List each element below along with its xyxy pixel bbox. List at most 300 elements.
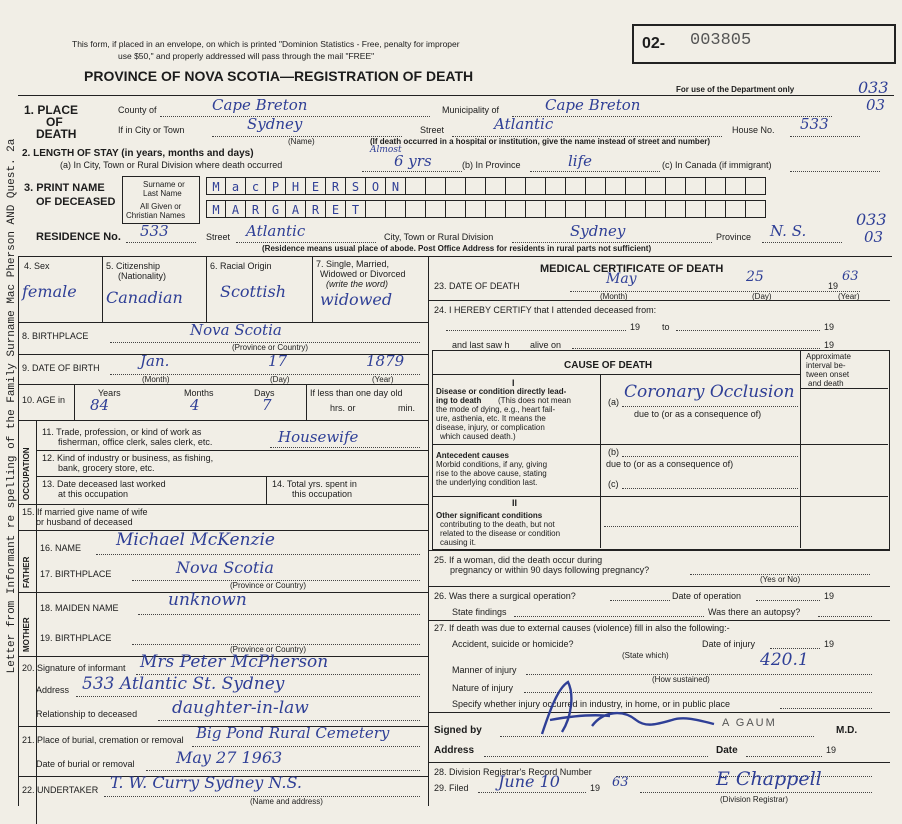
given-name-letter-box bbox=[486, 200, 506, 218]
autopsy-question: Was there an autopsy? bbox=[708, 607, 801, 617]
deceased-name-label-2: OF DECEASED bbox=[36, 196, 116, 208]
divider bbox=[18, 384, 428, 385]
filed-label: 29. Filed bbox=[434, 783, 469, 793]
filed-date-line bbox=[478, 792, 586, 793]
death-year: 63 bbox=[842, 269, 859, 284]
surname-letter-box: c bbox=[246, 177, 266, 195]
surname-letter-box: O bbox=[366, 177, 386, 195]
last-seen-year: 19 bbox=[824, 340, 835, 350]
cause-of-death-title: CAUSE OF DEATH bbox=[564, 360, 653, 371]
record-number-label: 28. Division Registrar's Record Number bbox=[434, 767, 592, 777]
given-name-letter-box: R bbox=[306, 200, 326, 218]
surname-letter-box bbox=[666, 177, 686, 195]
divider bbox=[428, 762, 890, 763]
physician-signature bbox=[532, 680, 722, 740]
given-name-letter-box bbox=[726, 200, 746, 218]
registration-number: 003805 bbox=[690, 31, 752, 50]
informant-address-label: Address bbox=[36, 685, 70, 695]
registration-number-box bbox=[632, 24, 896, 64]
stay-canada-label: (c) In Canada (if immigrant) bbox=[662, 160, 772, 170]
given-name-letter-box bbox=[606, 200, 626, 218]
birth-month: Jan. bbox=[140, 352, 170, 370]
other-conditions-text-2: related to the disease or condition bbox=[440, 529, 561, 538]
surname-letter-box bbox=[446, 177, 466, 195]
other-conditions-text-3: causing it. bbox=[440, 538, 477, 547]
signed-by-label: Signed by bbox=[434, 725, 482, 736]
given-name-letter-box bbox=[706, 200, 726, 218]
municipality-value: Cape Breton bbox=[545, 96, 641, 114]
mail-notice-line2: use $50," and properly addressed will pass through the mail "FREE" bbox=[118, 51, 375, 61]
given-name-label: All Given or bbox=[140, 202, 182, 211]
divider bbox=[800, 388, 888, 389]
disease-text-3: ure, asthenia, etc. It means the bbox=[436, 414, 546, 423]
antecedent-label: Antecedent causes bbox=[436, 451, 509, 460]
burial-place-line bbox=[192, 746, 420, 747]
citizenship-value: Canadian bbox=[106, 288, 183, 307]
department-use-label: For use of the Department only bbox=[676, 85, 795, 94]
form-title: PROVINCE OF NOVA SCOTIA—REGISTRATION OF DEATH bbox=[84, 68, 474, 84]
physician-name-stamp: A GAUM bbox=[722, 717, 777, 729]
cause-b-due-to: due to (or as a consequence of) bbox=[606, 459, 734, 469]
place-label-of: OF bbox=[46, 115, 63, 129]
cause-c-line bbox=[622, 488, 798, 489]
medical-certificate-title: MEDICAL CERTIFICATE OF DEATH bbox=[540, 263, 724, 275]
hours-label: hrs. or bbox=[330, 403, 356, 413]
divider bbox=[74, 384, 75, 420]
given-name-letter-box: R bbox=[246, 200, 266, 218]
cause-a-due-to: due to (or as a consequence of) bbox=[634, 409, 762, 419]
department-code-2: 03 bbox=[866, 96, 886, 114]
racial-origin-label: 6. Racial Origin bbox=[210, 261, 272, 271]
disease-text: (This does not mean bbox=[498, 396, 571, 405]
cause-a-label: (a) bbox=[608, 397, 619, 407]
given-name-letter-box bbox=[646, 200, 666, 218]
sex-label: 4. Sex bbox=[24, 261, 50, 271]
pregnancy-question: 25. If a woman, did the death occur during bbox=[434, 555, 603, 565]
divider bbox=[428, 620, 890, 621]
divider bbox=[36, 450, 428, 451]
given-name-letter-box bbox=[526, 200, 546, 218]
attended-from-year: 19 bbox=[630, 322, 641, 332]
father-birthplace-value: Nova Scotia bbox=[176, 558, 274, 577]
age-years-value: 84 bbox=[90, 396, 110, 414]
age-days-label: Days bbox=[254, 388, 275, 398]
date-of-birth-label: 9. DATE OF BIRTH bbox=[22, 363, 100, 373]
residence-number-line bbox=[126, 242, 196, 243]
stay-province-line bbox=[530, 171, 660, 172]
divider bbox=[102, 256, 103, 322]
municipality-label: Municipality of bbox=[442, 105, 500, 115]
given-name-letter-box bbox=[426, 200, 446, 218]
undertaker-note: (Name and address) bbox=[250, 797, 323, 806]
father-name-line bbox=[96, 554, 420, 555]
stay-city-value: 6 yrs bbox=[394, 152, 432, 170]
relationship-line bbox=[158, 720, 420, 721]
surname-letter-box bbox=[506, 177, 526, 195]
death-day: 25 bbox=[746, 269, 764, 285]
residence-street-line bbox=[236, 242, 376, 243]
county-label: County of bbox=[118, 105, 157, 115]
registrar-line bbox=[640, 792, 872, 793]
given-name-letter-box: T bbox=[346, 200, 366, 218]
stay-city-prefix: Almost bbox=[370, 145, 402, 155]
physician-date-label: Date bbox=[716, 745, 738, 756]
surname-letter-box: H bbox=[286, 177, 306, 195]
operation-date-line bbox=[756, 600, 820, 601]
residence-street-label: Street bbox=[206, 232, 231, 242]
injury-date-label: Date of injury bbox=[702, 639, 756, 649]
place-label: 1. PLACE bbox=[24, 103, 79, 117]
death-year-note: (Year) bbox=[838, 292, 860, 301]
physician-address-label: Address bbox=[434, 745, 475, 756]
divider bbox=[36, 420, 37, 504]
interval-label-4: and death bbox=[808, 379, 844, 388]
given-name-letter-box bbox=[546, 200, 566, 218]
age-days-value: 7 bbox=[262, 396, 272, 414]
occupation-label: 11. Trade, profession, or kind of work as bbox=[42, 427, 202, 437]
birth-day-note: (Day) bbox=[270, 375, 290, 384]
other-conditions-line bbox=[604, 526, 798, 527]
last-worked-label-2: at this occupation bbox=[58, 489, 129, 499]
surname-letter-box bbox=[706, 177, 726, 195]
surname-letter-box bbox=[626, 177, 646, 195]
marital-status-label-2: Widowed or Divorced bbox=[320, 269, 406, 279]
antecedent-text-3: the underlying condition last. bbox=[436, 478, 538, 487]
death-year-prefix: 19 bbox=[828, 281, 839, 291]
other-conditions-label: Other significant conditions bbox=[436, 511, 543, 520]
surname-letter-box bbox=[566, 177, 586, 195]
residence-city-label: City, Town or Rural Division bbox=[384, 232, 494, 242]
surname-letter-box: R bbox=[326, 177, 346, 195]
surname-letter-box bbox=[726, 177, 746, 195]
marital-status-label: 7. Single, Married, bbox=[316, 259, 390, 269]
given-name-letter-box bbox=[686, 200, 706, 218]
divider bbox=[306, 384, 307, 420]
surname-letter-box bbox=[466, 177, 486, 195]
residence-note: (Residence means usual place of abode. Post Office Address for residents in rural parts not sufficient) bbox=[262, 244, 652, 253]
cause-b-line bbox=[622, 456, 798, 457]
occupation-line bbox=[270, 447, 420, 448]
pregnancy-question-2: pregnancy or within 90 days following pregnancy? bbox=[450, 565, 650, 575]
manner-of-injury-code: 420.1 bbox=[760, 650, 809, 670]
stay-province-label: (b) In Province bbox=[462, 160, 521, 170]
informant-address-line bbox=[76, 696, 420, 697]
birth-year-note: (Year) bbox=[372, 375, 394, 384]
father-birthplace-label: 17. BIRTHPLACE bbox=[40, 569, 112, 579]
given-name-label-2: Christian Names bbox=[126, 211, 186, 220]
given-name-letter-box: G bbox=[266, 200, 286, 218]
given-name-letter-box bbox=[566, 200, 586, 218]
occupation-vertical-label: OCCUPATION bbox=[22, 447, 31, 500]
registrar-signature: E Chappell bbox=[716, 768, 822, 790]
operation-date-label: Date of operation bbox=[672, 591, 742, 601]
surname-label-2: Last Name bbox=[143, 189, 182, 198]
side-note: Letter from Informant re spelling of the Family Surname Mac Pherson AND Quest. 2a bbox=[6, 138, 18, 674]
surgery-answer-line bbox=[610, 600, 670, 601]
date-of-death-label: 23. DATE OF DEATH bbox=[434, 281, 520, 291]
nature-of-injury-label: Nature of injury bbox=[452, 683, 514, 693]
given-name-letter-box bbox=[506, 200, 526, 218]
last-worked-label: 13. Date deceased last worked bbox=[42, 479, 166, 489]
surname-letter-box: S bbox=[346, 177, 366, 195]
industry-label: 12. Kind of industry or business, as fishing, bbox=[42, 453, 214, 463]
disease-bold-label: Disease or condition directly lead- bbox=[436, 387, 567, 396]
residence-code-1: 033 bbox=[856, 210, 887, 229]
citizenship-label-2: (Nationality) bbox=[118, 271, 167, 281]
industry-label-2: bank, grocery store, etc. bbox=[58, 463, 155, 473]
given-name-letter-box bbox=[366, 200, 386, 218]
given-name-letter-box: A bbox=[226, 200, 246, 218]
divider bbox=[18, 504, 428, 505]
age-months-label: Months bbox=[184, 388, 214, 398]
citizenship-label: 5. Citizenship bbox=[106, 261, 161, 271]
left-border bbox=[18, 256, 19, 806]
given-name-letter-box bbox=[626, 200, 646, 218]
stay-city-line bbox=[362, 171, 462, 172]
state-which-note: (State which) bbox=[622, 651, 669, 660]
street-value: Atlantic bbox=[494, 115, 554, 133]
divider bbox=[428, 550, 890, 551]
occupation-label-2: fisherman, office clerk, sales clerk, etc. bbox=[58, 437, 213, 447]
external-causes-label: 27. If death was due to external causes (violence) fill in also the following:- bbox=[434, 623, 730, 633]
surname-letter-box bbox=[486, 177, 506, 195]
death-day-note: (Day) bbox=[752, 292, 772, 301]
spouse-label: 15. If married give name of wife bbox=[22, 507, 148, 517]
surname-letter-box bbox=[646, 177, 666, 195]
marital-status-label-3: (write the word) bbox=[326, 279, 389, 289]
divider bbox=[266, 476, 267, 504]
surname-letter-box: a bbox=[226, 177, 246, 195]
divider bbox=[18, 420, 428, 421]
undertaker-label: 22. UNDERTAKER bbox=[22, 785, 99, 795]
occupation-value: Housewife bbox=[278, 428, 359, 446]
last-seen-label: and last saw h bbox=[452, 340, 510, 350]
house-number-line bbox=[790, 136, 860, 137]
divider bbox=[428, 586, 890, 587]
given-name-letter-box bbox=[586, 200, 606, 218]
attendance-certify-label: 24. I HEREBY CERTIFY that I attended deceased from: bbox=[434, 305, 657, 315]
physician-date-line bbox=[746, 756, 822, 757]
surname-letter-box bbox=[746, 177, 766, 195]
attended-to-line bbox=[676, 330, 820, 331]
last-seen-line bbox=[572, 348, 820, 349]
informant-address-value: 533 Atlantic St. Sydney bbox=[82, 674, 285, 694]
mother-vertical-label: MOTHER bbox=[22, 617, 31, 652]
interval-label-2: interval be- bbox=[806, 361, 846, 370]
accident-label: Accident, suicide or homicide? bbox=[452, 639, 574, 649]
mother-maiden-name-value: unknown bbox=[168, 590, 247, 610]
interval-label-3: tween onset bbox=[806, 370, 850, 379]
surgery-question: 26. Was there a surgical operation? bbox=[434, 591, 576, 601]
last-seen-suffix: alive on bbox=[530, 340, 562, 350]
findings-label: State findings bbox=[452, 607, 507, 617]
residence-number: 533 bbox=[140, 222, 169, 240]
surname-letter-box bbox=[606, 177, 626, 195]
burial-place-value: Big Pond Rural Cemetery bbox=[196, 724, 390, 742]
registration-prefix: 02- bbox=[642, 35, 666, 52]
divider bbox=[800, 350, 801, 548]
undertaker-value: T. W. Curry Sydney N.S. bbox=[110, 773, 302, 792]
stay-city-label: (a) In City, Town or Rural Division where death occurred bbox=[60, 160, 283, 170]
cause-c-label: (c) bbox=[608, 479, 619, 489]
mail-notice-line1: This form, if placed in an envelope, on which is printed "Dominion Statistics - Free, penalty for improper bbox=[72, 39, 460, 49]
relationship-label: Relationship to deceased bbox=[36, 709, 138, 719]
divider bbox=[36, 476, 428, 477]
surname-letter-grid bbox=[206, 177, 766, 195]
surname-letter-box: M bbox=[206, 177, 226, 195]
filed-date-value: June 10 bbox=[498, 772, 560, 791]
injury-location-label: Specify whether injury occurred in industry, in home, or in public place bbox=[452, 699, 730, 709]
signed-by-line bbox=[500, 736, 814, 737]
given-name-letter-box bbox=[406, 200, 426, 218]
given-name-letter-grid bbox=[206, 200, 766, 218]
md-label: M.D. bbox=[836, 725, 858, 736]
cause-part-two: II bbox=[512, 498, 518, 508]
injury-location-line bbox=[780, 708, 872, 709]
given-name-letter-box bbox=[386, 200, 406, 218]
age-months-value: 4 bbox=[190, 396, 200, 414]
city-value: Sydney bbox=[247, 115, 303, 133]
death-month: May bbox=[606, 271, 637, 287]
birth-month-note: (Month) bbox=[142, 375, 170, 384]
birthplace-label: 8. BIRTHPLACE bbox=[22, 331, 89, 341]
department-code-1: 033 bbox=[858, 78, 889, 97]
divider bbox=[206, 256, 207, 322]
center-divider bbox=[428, 256, 429, 806]
municipality-line bbox=[512, 116, 832, 117]
pregnancy-yes-no: (Yes or No) bbox=[760, 575, 801, 584]
residence-code-2: 03 bbox=[864, 228, 884, 246]
surname-letter-box bbox=[546, 177, 566, 195]
years-in-occupation-label: 14. Total yrs. spent in bbox=[272, 479, 357, 489]
mother-maiden-name-line bbox=[138, 614, 420, 615]
disease-bold-label-2: ing to death bbox=[436, 396, 482, 405]
residence-city-line bbox=[512, 242, 712, 243]
cause-b-label: (b) bbox=[608, 447, 619, 457]
injury-date-line bbox=[770, 648, 820, 649]
place-label-death: DEATH bbox=[36, 127, 77, 141]
given-name-letter-box bbox=[466, 200, 486, 218]
residence-street-value: Atlantic bbox=[246, 222, 306, 240]
autopsy-line bbox=[818, 616, 872, 617]
filed-year: 63 bbox=[612, 775, 629, 790]
given-name-letter-box: A bbox=[286, 200, 306, 218]
birthplace-value: Nova Scotia bbox=[190, 321, 282, 339]
residence-province-line bbox=[762, 242, 842, 243]
cause-part-one: I bbox=[512, 378, 515, 388]
disease-text-2: the mode of dying, e.g., heart fail- bbox=[436, 405, 556, 414]
stay-province-value: life bbox=[568, 152, 593, 170]
birth-day: 17 bbox=[268, 352, 288, 370]
mother-maiden-name-label: 18. MAIDEN NAME bbox=[40, 603, 119, 613]
disease-text-5: which caused death.) bbox=[440, 432, 516, 441]
deceased-name-label: 3. PRINT NAME bbox=[24, 182, 105, 194]
given-name-letter-box bbox=[746, 200, 766, 218]
attended-to-label: to bbox=[662, 322, 670, 332]
surname-letter-box bbox=[426, 177, 446, 195]
father-name-value: Michael McKenzie bbox=[116, 530, 275, 550]
mother-birthplace-note: (Province or Country) bbox=[230, 645, 307, 654]
findings-line bbox=[514, 616, 704, 617]
antecedent-text: Morbid conditions, if any, giving bbox=[436, 460, 548, 469]
surname-letter-box: E bbox=[306, 177, 326, 195]
physician-date-year: 19 bbox=[826, 745, 837, 755]
less-than-day-label: If less than one day old bbox=[310, 388, 403, 398]
surname-letter-box: P bbox=[266, 177, 286, 195]
residence-city-value: Sydney bbox=[570, 222, 626, 240]
manner-of-injury-label: Manner of injury bbox=[452, 665, 517, 675]
interval-label: Approximate bbox=[806, 352, 851, 361]
father-birthplace-note: (Province or Country) bbox=[230, 581, 307, 590]
racial-origin-value: Scottish bbox=[220, 282, 287, 301]
mother-birthplace-label: 19. BIRTHPLACE bbox=[40, 633, 112, 643]
registrar-note: (Division Registrar) bbox=[720, 795, 789, 804]
hospital-note: (If death occurred in a hospital or institution, give the name instead of street and number) bbox=[370, 137, 711, 146]
divider bbox=[18, 95, 894, 96]
residence-province-label: Province bbox=[716, 232, 752, 242]
attended-from-line bbox=[446, 330, 626, 331]
city-name-note: (Name) bbox=[288, 137, 315, 146]
divider bbox=[428, 300, 890, 301]
surname-letter-box: N bbox=[386, 177, 406, 195]
sex-value: female bbox=[22, 282, 77, 301]
given-name-letter-box bbox=[666, 200, 686, 218]
minutes-label: min. bbox=[398, 403, 416, 413]
given-name-letter-box: M bbox=[206, 200, 226, 218]
burial-place-label: 21. Place of burial, cremation or removal bbox=[22, 735, 184, 745]
house-number-label: House No. bbox=[732, 125, 775, 135]
residence-label: RESIDENCE No. bbox=[36, 231, 121, 243]
divider bbox=[432, 374, 800, 375]
cause-a-line bbox=[622, 406, 798, 407]
birthplace-note: (Province or Country) bbox=[232, 343, 309, 352]
burial-date-line bbox=[146, 770, 420, 771]
relationship-value: daughter-in-law bbox=[172, 698, 309, 718]
burial-date-label: Date of burial or removal bbox=[36, 759, 135, 769]
divider bbox=[312, 256, 313, 322]
county-value: Cape Breton bbox=[212, 96, 308, 114]
divider bbox=[432, 496, 888, 497]
surname-letter-box bbox=[686, 177, 706, 195]
years-in-occupation-label-2: this occupation bbox=[292, 489, 353, 499]
death-month-note: (Month) bbox=[600, 292, 628, 301]
age-years-label: Years bbox=[98, 388, 121, 398]
how-sustained-note: (How sustained) bbox=[652, 675, 710, 684]
surname-label: Surname or bbox=[143, 180, 185, 189]
divider bbox=[600, 374, 601, 548]
surname-letter-box bbox=[526, 177, 546, 195]
spouse-label-2: or husband of deceased bbox=[36, 517, 133, 527]
section-divider bbox=[18, 256, 892, 257]
divider bbox=[432, 444, 888, 445]
physician-address-line bbox=[484, 756, 708, 757]
other-conditions-text: contributing to the death, but not bbox=[440, 520, 555, 529]
burial-date-value: May 27 1963 bbox=[176, 748, 283, 767]
residence-province-value: N. S. bbox=[770, 222, 807, 240]
marital-status-value: widowed bbox=[320, 290, 393, 309]
surname-letter-box bbox=[406, 177, 426, 195]
father-name-label: 16. NAME bbox=[40, 543, 82, 553]
street-label: Street bbox=[420, 125, 445, 135]
father-vertical-label: FATHER bbox=[22, 556, 31, 588]
birth-year: 1879 bbox=[366, 352, 405, 370]
filed-year-prefix: 19 bbox=[590, 783, 601, 793]
house-number-value: 533 bbox=[800, 115, 829, 133]
given-name-letter-box bbox=[446, 200, 466, 218]
disease-text-4: disease, injury, or complication bbox=[436, 423, 545, 432]
length-of-stay-label: 2. LENGTH OF STAY (in years, months and days) bbox=[22, 148, 254, 159]
antecedent-text-2: rise to the above cause, stating bbox=[436, 469, 547, 478]
